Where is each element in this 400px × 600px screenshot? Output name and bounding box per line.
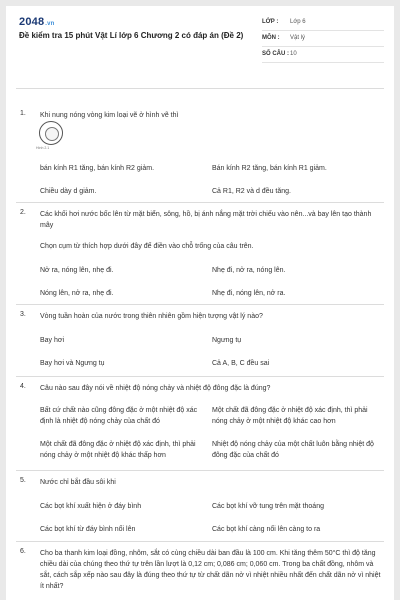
option-1b[interactable]: Bán kính R2 tăng, bán kính R1 giảm.: [212, 165, 327, 172]
question-text: Các khối hơi nước bốc lên từ mặt biển, sông, hồ, bị ánh nắng mặt trời chiếu vào nên...và bay lên tạo thành mây: [40, 211, 372, 229]
question-text: Câu nào sau đây nói về nhiệt độ nóng chảy và nhiệt độ đông đặc là đúng?: [40, 385, 271, 392]
page-header: [6, 6, 394, 64]
question-divider: [16, 202, 384, 203]
option-4c[interactable]: Một chất đã đông đặc ở nhiệt độ xác định, thì phải nóng chảy ở một nhiệt độ khác thấp hơn: [40, 441, 196, 459]
question-divider: [16, 376, 384, 377]
question-divider: [16, 541, 384, 542]
option-4b[interactable]: Một chất đã đông đặc ở nhiệt độ xác định, thì phải nóng chảy ở một nhiệt độ khác cao hơn: [212, 407, 368, 425]
option-2d[interactable]: Nhẹ đi, nóng lên, nở ra.: [212, 290, 286, 297]
meta-row-subject: MÔN : Vật lý: [262, 33, 384, 47]
option-3b[interactable]: Ngưng tụ: [212, 337, 242, 344]
option-5a[interactable]: Các bọt khí xuất hiện ở đáy bình: [40, 503, 142, 510]
ring-inner-icon: [45, 127, 59, 141]
option-1a[interactable]: bán kính R1 tăng, bán kính R2 giảm.: [40, 165, 155, 172]
option-2c[interactable]: Nóng lên, nở ra, nhẹ đi.: [40, 290, 114, 297]
site-logo[interactable]: 2048.vn: [19, 16, 55, 28]
worksheet-page: 2048.vn Đề kiểm tra 15 phút Vật Lí lớp 6 Chương 2 có đáp án (Đề 2) LỚP : Lớp 6 MÔN : Vật lý SỐ CÂU : 10 1. Khi nung nóng vòng kim loại vẽ ở hình vẽ thì Hình 2.1 bán kính R1 tăng, bán kính R2 giảm. Bán kính R2 tăng, bán kính R1 giảm. Chiều dày d giảm. Cả R1, R2 và d đều tăng. 2. Các khối hơi nước bốc lên từ mặt biển, sông, hồ, bị ánh nắng mặt trời chiếu vào nên...và bay lên tạo thành mây Chọn cụm từ thích hợp dưới đây để điền vào chỗ trống của câu trên. Nở ra, nóng lên, nhẹ đi. Nhẹ đi, nở ra, nóng lên. Nóng lên, nở ra, nhẹ đi. Nhẹ đi, nóng lên, nở ra. 3. Vòng tuần hoàn của nước trong thiên nhiên gồm hiện tượng vật lý nào? Bay hơi Ngưng tụ Bay hơi và Ngưng tụ Cả A, B, C đều sai 4. Câu nào sau đây nói về nhiệt độ nóng chảy và nhiệt độ đông đặc là đúng? Bất cứ chất nào cũng đông đặc ở một nhiệt độ xác định là nhiệt độ nóng chảy của chất đó Một chất đã đông đặc ở nhiệt độ xác định, thì phải nóng chảy ở một nhiệt độ khác cao hơn Một chất đã đông đặc ở nhiệt độ xác định, thì phải nóng chảy ở một nhiệt độ khác thấp hơn Nhiệt độ nóng chảy của một chất luôn bằng nhiệt độ đông đặc của chất đó 5. Nước chỉ bắt đầu sôi khi Các bọt khí xuất hiện ở đáy bình Các bọt khí vỡ tung trên mặt thoáng Các bọt khí từ đáy bình nổi lên Các bọt khí càng nổi lên càng to ra 6. Cho ba thanh kim loại đồng, nhôm, sắt có cùng chiều dài ban đầu là 100 cm. Khi tăng thêm 50°C thì độ tăng chiều dài của chúng theo thứ tự trên lần lượt là 0,12 cm; 0,086 cm; 0,060 cm. Trong ba chất đồng, nhôm và sắt, cách sắp xếp nào sau đây là đúng theo thứ tự từ chất dãn nở vì nhiệt nhiều nhất đến chất dãn nở vì nhiệt ít nhất?: [6, 6, 394, 600]
meta-row-count: SỐ CÂU : 10: [262, 49, 384, 63]
page-title: Đề kiểm tra 15 phút Vật Lí lớp 6 Chương 2 có đáp án (Đề 2): [19, 31, 244, 40]
option-1d[interactable]: Cả R1, R2 và d đều tăng.: [212, 188, 291, 195]
option-4a[interactable]: Bất cứ chất nào cũng đông đặc ở một nhiệt độ xác định là nhiệt độ nóng chảy của chất đó: [40, 407, 198, 425]
option-4d[interactable]: Nhiệt độ nóng chảy của một chất luôn bằng nhiệt độ đông đặc của chất đó: [212, 441, 374, 459]
option-2a[interactable]: Nở ra, nóng lên, nhẹ đi.: [40, 267, 114, 274]
question-text: Khi nung nóng vòng kim loại vẽ ở hình vẽ thì: [40, 112, 179, 119]
option-3d[interactable]: Cả A, B, C đều sai: [212, 360, 270, 367]
header-divider: [16, 88, 384, 89]
question-instruction: Chọn cụm từ thích hợp dưới đây để điền vào chỗ trống của câu trên.: [40, 243, 254, 250]
question-divider: [16, 304, 384, 305]
option-5c[interactable]: Các bọt khí từ đáy bình nổi lên: [40, 526, 136, 533]
question-text: Nước chỉ bắt đầu sôi khi: [40, 479, 116, 486]
metal-ring-figure: Hình 2.1: [6, 110, 106, 160]
meta-row-class: LỚP : Lớp 6: [262, 17, 384, 31]
option-3a[interactable]: Bay hơi: [40, 337, 65, 344]
option-5b[interactable]: Các bọt khí vỡ tung trên mặt thoáng: [212, 503, 324, 510]
question-divider: [16, 470, 384, 471]
exam-meta: [262, 17, 384, 65]
question-text: Cho ba thanh kim loại đồng, nhôm, sắt có cùng chiều dài ban đầu là 100 cm. Khi tăng thêm 50°C thì độ tăng chiều dài của chúng theo thứ tự trên lần lượt là 0,12 cm; 0,086 cm; 0,060 cm. Trong ba chất đồng, nhôm và sắt, cách sắp xếp nào sau đây là đúng theo thứ tự từ chất dãn nở vì nhiệt nhiều nhất đến chất dãn nở vì nhiệt ít nhất?: [40, 550, 381, 590]
ring-outer-icon: [39, 121, 63, 145]
question-text: Vòng tuần hoàn của nước trong thiên nhiên gồm hiện tượng vật lý nào?: [40, 313, 263, 320]
option-3c[interactable]: Bay hơi và Ngưng tụ: [40, 360, 105, 367]
option-2b[interactable]: Nhẹ đi, nở ra, nóng lên.: [212, 267, 286, 274]
option-1c[interactable]: Chiều dày d giảm.: [40, 188, 97, 195]
option-5d[interactable]: Các bọt khí càng nổi lên càng to ra: [212, 526, 321, 533]
